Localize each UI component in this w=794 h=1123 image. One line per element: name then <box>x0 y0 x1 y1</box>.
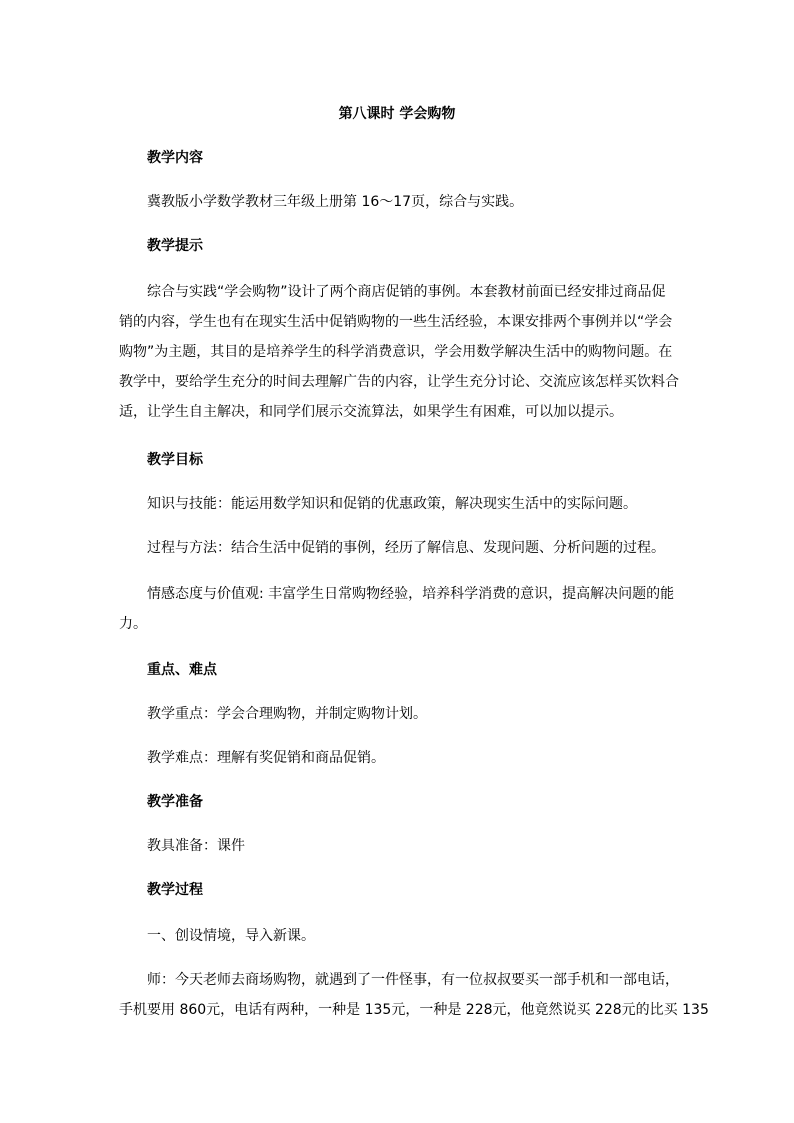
tips-line: 购物”为主题，其目的是培养学生的科学消费意识，学会用数学解决生活中的购物问题。在 <box>119 344 673 360</box>
tips-line: 教学中，要给学生充分的时间去理解广告的内容，让学生充分讨论、交流应该怎样买饮料合 <box>119 374 679 390</box>
key-point: 教学重点：学会合理购物，并制定购物计划。 <box>147 706 427 722</box>
goal-knowledge: 知识与技能：能运用数学知识和促销的优惠政策，解决现实生活中的实际问题。 <box>147 496 637 512</box>
heading-teaching-prep: 教学准备 <box>147 794 203 810</box>
tips-line: 适，让学生自主解决，和同学们展示交流算法，如果学生有困难，可以加以提示。 <box>119 404 623 420</box>
goal-emotion-line: 情感态度与价值观: 丰富学生日常购物经验，培养科学消费的意识，提高解决问题的能 <box>147 586 675 602</box>
heading-teaching-tips: 教学提示 <box>147 238 203 254</box>
tips-line: 综合与实践“学会购物”设计了两个商店促销的事例。本套教材前面已经安排过商品促 <box>147 284 666 300</box>
prep-text: 教具准备：课件 <box>147 838 245 854</box>
difficult-point: 教学难点：理解有奖促销和商品促销。 <box>147 750 385 766</box>
heading-key-points: 重点、难点 <box>147 662 217 678</box>
teacher-line: 师：今天老师去商场购物，就遇到了一件怪事，有一位叔叔要买一部手机和一部电话， <box>147 972 679 988</box>
process-step: 一、创设情境，导入新课。 <box>147 928 315 944</box>
goal-process: 过程与方法：结合生活中促销的事例，经历了解信息、发现问题、分析问题的过程。 <box>147 540 665 556</box>
heading-teaching-goals: 教学目标 <box>147 452 203 468</box>
teacher-line: 手机要用 860元，电话有两种，一种是 135元，一种是 228元，他竟然说买 228元的比买 135 <box>119 1002 709 1018</box>
content-text: 冀教版小学数学教材三年级上册第 16～17页，综合与实践。 <box>147 194 524 210</box>
heading-teaching-content: 教学内容 <box>147 150 203 166</box>
heading-teaching-process: 教学过程 <box>147 882 203 898</box>
page-title: 第八课时 学会购物 <box>338 106 456 122</box>
goal-emotion-line: 力。 <box>119 616 147 632</box>
tips-line: 销的内容，学生也有在现实生活中促销购物的一些生活经验，本课安排两个事例并以“学会 <box>119 314 673 330</box>
